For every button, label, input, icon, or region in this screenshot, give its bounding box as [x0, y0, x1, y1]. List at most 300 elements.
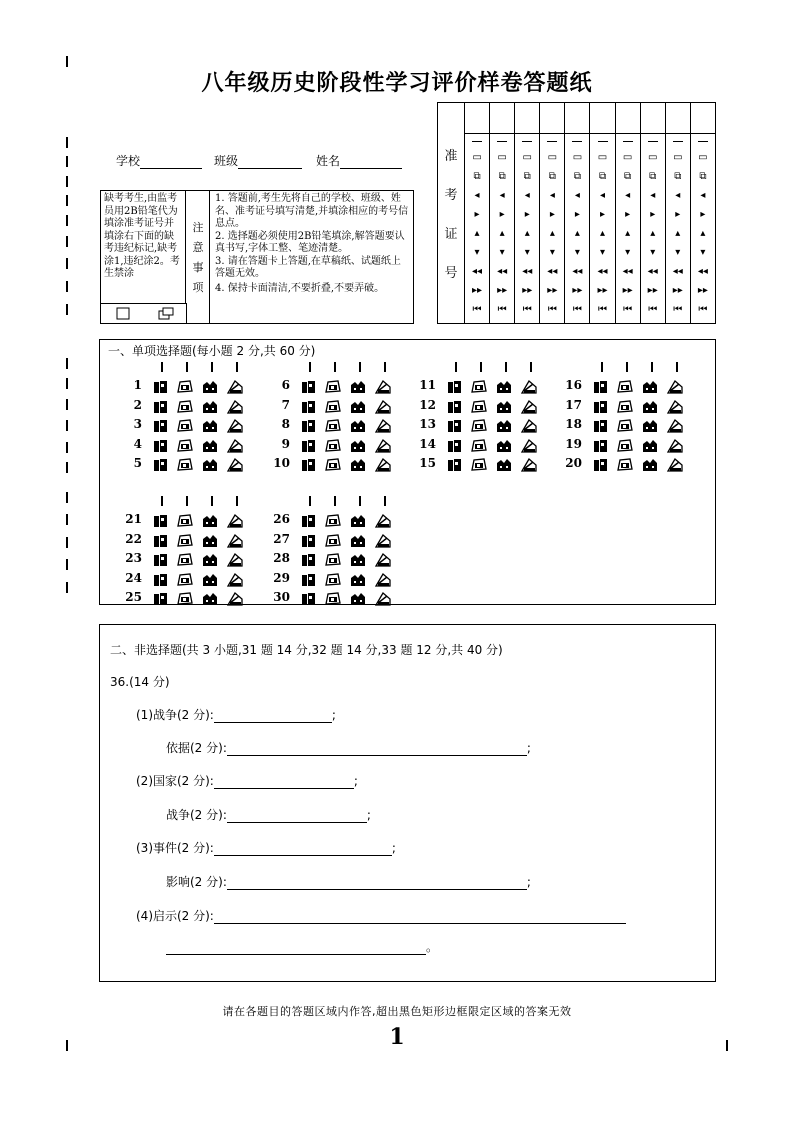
- margin-tick: [66, 358, 68, 369]
- answer-bubble-a[interactable]: [592, 457, 608, 472]
- answer-bubble-b[interactable]: [617, 399, 633, 414]
- answer-bubble-b[interactable]: [177, 399, 193, 414]
- exam-id-bubble[interactable]: ⏮: [547, 303, 557, 315]
- answer-bubble-d[interactable]: [227, 379, 243, 394]
- exam-id-bubble[interactable]: ⏮: [497, 303, 507, 315]
- answer-bubble-c[interactable]: [202, 438, 218, 453]
- answer-bubble-b[interactable]: [617, 379, 633, 394]
- answer-bubble-a[interactable]: [592, 379, 608, 394]
- class-blank[interactable]: [238, 154, 302, 169]
- answer-bubble-b[interactable]: [177, 533, 193, 548]
- answer-bubble-a[interactable]: [152, 513, 168, 528]
- answer-blank[interactable]: [227, 809, 367, 823]
- question-number: 28: [273, 551, 290, 565]
- exam-id-bubble[interactable]: ◂◂: [697, 265, 708, 277]
- margin-tick: [66, 514, 68, 525]
- answer-label: 依据(2 分):: [166, 741, 227, 755]
- answer-bubble-b[interactable]: [177, 418, 193, 433]
- answer-bubble-a[interactable]: [152, 379, 168, 394]
- answer-bubble-b[interactable]: [177, 591, 193, 606]
- answer-bubble-b[interactable]: [325, 379, 341, 394]
- answer-bubble-a[interactable]: [592, 418, 608, 433]
- question-number: 22: [125, 531, 142, 546]
- exam-id-bubble[interactable]: ▴: [650, 227, 656, 239]
- question-number: 3: [133, 417, 142, 431]
- exam-id-bubble[interactable]: ▾: [675, 246, 681, 258]
- answer-bubble-a[interactable]: [152, 418, 168, 433]
- exam-id-digit-box[interactable]: [616, 103, 640, 134]
- exam-id-bubble[interactable]: ▸: [574, 208, 580, 220]
- answer-bubble-a[interactable]: [592, 438, 608, 453]
- exam-id-bubble[interactable]: ▸▸: [647, 284, 658, 296]
- answer-bubble-a[interactable]: [152, 533, 168, 548]
- answer-column-tick: [211, 496, 213, 506]
- school-field[interactable]: [116, 152, 202, 169]
- exam-id-bubble[interactable]: ▭: [673, 151, 683, 163]
- exam-id-bubble[interactable]: ▾: [650, 246, 656, 258]
- answer-bubble-c[interactable]: [202, 379, 218, 394]
- exam-id-bubble[interactable]: ▴: [474, 227, 480, 239]
- exam-id-grid: [437, 102, 716, 324]
- question-number: 13: [419, 417, 436, 431]
- answer-bubble-c[interactable]: [350, 552, 366, 567]
- answer-bubble-a[interactable]: [446, 418, 462, 433]
- exam-id-bubble[interactable]: ⧉: [674, 170, 682, 182]
- exam-id-bubble[interactable]: ▸: [675, 208, 681, 220]
- exam-id-dash: [666, 134, 690, 148]
- answer-bubble-a[interactable]: [300, 591, 316, 606]
- answer-column-tick: [384, 496, 386, 506]
- exam-id-bubble[interactable]: ▸▸: [597, 284, 608, 296]
- exam-id-bubble[interactable]: ▸▸: [497, 284, 508, 296]
- exam-id-bubble[interactable]: ◂◂: [622, 265, 633, 277]
- exam-id-bubble[interactable]: ⏮: [598, 303, 608, 315]
- exam-id-bubble[interactable]: ▾: [524, 246, 530, 258]
- answer-bubble-c[interactable]: [642, 379, 658, 394]
- answer-bubble-d[interactable]: [375, 572, 391, 587]
- exam-id-bubble[interactable]: ◂: [700, 189, 706, 201]
- exam-id-bubble[interactable]: ▭: [472, 151, 482, 163]
- answer-bubble-b[interactable]: [325, 591, 341, 606]
- exam-id-bubble[interactable]: ◂◂: [647, 265, 658, 277]
- answer-bubble-a[interactable]: [300, 379, 316, 394]
- exam-id-bubble[interactable]: ⧉: [649, 170, 657, 182]
- answer-bubble-b[interactable]: [471, 379, 487, 394]
- exam-id-bubble[interactable]: ⧉: [523, 170, 531, 182]
- single-choice-section: [99, 339, 716, 605]
- answer-bubble-b[interactable]: [471, 457, 487, 472]
- answer-bubble-a[interactable]: [300, 399, 316, 414]
- answer-bubble-d[interactable]: [227, 457, 243, 472]
- answer-bubble-b[interactable]: [177, 457, 193, 472]
- exam-id-bubble[interactable]: ◂: [625, 189, 631, 201]
- answer-bubble-a[interactable]: [446, 438, 462, 453]
- answer-bubble-a[interactable]: [300, 438, 316, 453]
- answer-bubble-c[interactable]: [350, 418, 366, 433]
- answer-bubble-a[interactable]: [300, 457, 316, 472]
- exam-id-digit-box[interactable]: [490, 103, 514, 134]
- answer-column-tick: [384, 362, 386, 372]
- exam-id-bubble[interactable]: ▸▸: [572, 284, 583, 296]
- answer-bubble-c[interactable]: [350, 591, 366, 606]
- exam-id-bubble[interactable]: ⧉: [473, 170, 481, 182]
- answer-bubble-b[interactable]: [177, 513, 193, 528]
- exam-id-digit-box[interactable]: [515, 103, 539, 134]
- notice-item: 3. 请在答题卡上答题,在草稿纸、试题纸上答题无效。: [215, 255, 401, 279]
- answer-column-tick: [161, 362, 163, 372]
- footer-note: 请在各题目的答题区域内作答,超出黑色矩形边框限定区域的答案无效: [222, 1005, 572, 1018]
- exam-id-bubble[interactable]: ▾: [625, 246, 631, 258]
- answer-bubble-c[interactable]: [350, 457, 366, 472]
- answer-bubble-b[interactable]: [471, 399, 487, 414]
- answer-bubble-d[interactable]: [227, 572, 243, 587]
- margin-tick: [66, 215, 68, 226]
- exam-id-bubble[interactable]: ⧉: [573, 170, 581, 182]
- exam-id-dash: [565, 134, 589, 148]
- exam-id-bubble[interactable]: ⏮: [572, 303, 582, 315]
- exam-id-digit-box[interactable]: [666, 103, 690, 134]
- exam-id-bubble[interactable]: ▸▸: [472, 284, 483, 296]
- answer-column-tick: [161, 496, 163, 506]
- answer-bubble-c[interactable]: [350, 438, 366, 453]
- exam-id-bubble[interactable]: ▾: [499, 246, 505, 258]
- exam-id-bubble[interactable]: ⏮: [623, 303, 633, 315]
- answer-bubble-d[interactable]: [227, 552, 243, 567]
- question-number: 12: [419, 397, 436, 412]
- answer-bubble-a[interactable]: [446, 457, 462, 472]
- exam-id-bubble[interactable]: ▴: [700, 227, 706, 239]
- exam-id-bubble[interactable]: ⧉: [699, 170, 707, 182]
- exam-id-bubble[interactable]: ◂◂: [497, 265, 508, 277]
- exam-id-bubble[interactable]: ▾: [700, 246, 706, 258]
- exam-id-bubble[interactable]: ▴: [574, 227, 580, 239]
- answer-column-tick: [651, 362, 653, 372]
- answer-column-tick: [530, 362, 532, 372]
- question-number: 19: [565, 436, 582, 451]
- question-36-title: 36.(14 分): [110, 675, 170, 689]
- exam-id-bubble[interactable]: ▭: [522, 151, 532, 163]
- answer-bubble-d[interactable]: [375, 399, 391, 414]
- question-number: 21: [125, 512, 142, 526]
- exam-id-bubble[interactable]: ▾: [600, 246, 606, 258]
- exam-id-bubble[interactable]: ◂◂: [572, 265, 583, 277]
- school-blank[interactable]: [140, 154, 202, 169]
- punct: ;: [526, 875, 531, 889]
- answer-bubble-d[interactable]: [375, 438, 391, 453]
- exam-id-bubble[interactable]: ▸: [700, 208, 706, 220]
- answer-bubble-b[interactable]: [471, 438, 487, 453]
- exam-id-bubble[interactable]: ⏮: [698, 303, 708, 315]
- answer-bubble-c[interactable]: [350, 572, 366, 587]
- answer-bubble-d[interactable]: [227, 399, 243, 414]
- answer-bubble-d[interactable]: [375, 513, 391, 528]
- answer-bubble-d[interactable]: [521, 418, 537, 433]
- answer-bubble-c[interactable]: [496, 457, 512, 472]
- answer-bubble-c[interactable]: [350, 513, 366, 528]
- exam-id-bubble[interactable]: ▸: [524, 208, 530, 220]
- answer-bubble-d[interactable]: [227, 533, 243, 548]
- answer-bubble-a[interactable]: [300, 572, 316, 587]
- exam-id-column: [515, 103, 540, 323]
- question-number: 24: [125, 570, 142, 585]
- answer-bubble-d[interactable]: [521, 379, 537, 394]
- page-title: 八年级历史阶段性学习评价样卷答题纸: [201, 71, 593, 96]
- exam-id-bubble[interactable]: ⏮: [648, 303, 658, 315]
- question-number: 14: [419, 436, 436, 451]
- answer-bubble-d[interactable]: [227, 513, 243, 528]
- notice-items: [213, 191, 411, 297]
- answer-bubble-c[interactable]: [202, 513, 218, 528]
- exam-id-bubble[interactable]: ▴: [549, 227, 555, 239]
- exam-id-bubble[interactable]: ▾: [574, 246, 580, 258]
- notice-item: 1. 答题前,考生先将自己的学校、班级、姓名、准考证号填写清楚,并填涂相应的考号信息点。: [215, 193, 409, 229]
- exam-id-bubble[interactable]: ⏮: [522, 303, 532, 315]
- exam-id-bubble[interactable]: ▴: [524, 227, 530, 239]
- exam-id-bubble[interactable]: ◂: [574, 189, 580, 201]
- exam-id-bubble[interactable]: ▸: [600, 208, 606, 220]
- punct: ;: [366, 808, 371, 822]
- punct: ;: [526, 741, 531, 755]
- exam-id-bubble[interactable]: ⧉: [548, 170, 556, 182]
- question-number: 29: [273, 570, 290, 585]
- name-field[interactable]: [316, 152, 402, 169]
- answer-bubble-a[interactable]: [152, 552, 168, 567]
- answer-blank[interactable]: [166, 941, 426, 955]
- answer-blank[interactable]: [227, 876, 527, 890]
- answer-bubble-b[interactable]: [325, 457, 341, 472]
- question-number: 4: [133, 436, 142, 451]
- answer-bubble-c[interactable]: [350, 533, 366, 548]
- answer-bubble-a[interactable]: [152, 591, 168, 606]
- answer-blank[interactable]: [214, 775, 354, 789]
- exam-id-column: [691, 103, 715, 323]
- answer-bubble-d[interactable]: [375, 533, 391, 548]
- answer-blank[interactable]: [214, 709, 332, 723]
- answer-bubble-c[interactable]: [202, 572, 218, 587]
- answer-bubble-d[interactable]: [375, 552, 391, 567]
- answer-bubble-d[interactable]: [667, 418, 683, 433]
- answer-bubble-c[interactable]: [496, 418, 512, 433]
- answer-bubble-a[interactable]: [152, 399, 168, 414]
- punct: ;: [331, 708, 336, 722]
- answer-bubble-a[interactable]: [300, 513, 316, 528]
- name-label: 姓名: [316, 154, 341, 168]
- answer-bubble-c[interactable]: [202, 399, 218, 414]
- answer-column-tick: [309, 362, 311, 372]
- single-choice-heading: 一、单项选择题(每小题 2 分,共 60 分): [108, 344, 316, 358]
- answer-bubble-d[interactable]: [375, 418, 391, 433]
- exam-id-bubble[interactable]: ▭: [622, 151, 633, 163]
- exam-id-bubble[interactable]: ▸▸: [622, 284, 633, 296]
- margin-tick: [66, 399, 68, 410]
- answer-bubble-b[interactable]: [325, 399, 341, 414]
- margin-tick: [66, 462, 68, 473]
- exam-id-digit-box[interactable]: [465, 103, 489, 134]
- answer-bubble-c[interactable]: [642, 438, 658, 453]
- answer-bubble-b[interactable]: [617, 418, 633, 433]
- answer-bubble-d[interactable]: [227, 438, 243, 453]
- answer-bubble-c[interactable]: [202, 457, 218, 472]
- answer-bubble-d[interactable]: [227, 591, 243, 606]
- answer-bubble-c[interactable]: [202, 418, 218, 433]
- answer-bubble-a[interactable]: [152, 457, 168, 472]
- answer-bubble-b[interactable]: [325, 572, 341, 587]
- exam-id-column: [641, 103, 666, 323]
- exam-id-bubble[interactable]: ▸▸: [697, 284, 708, 296]
- exam-id-bubble[interactable]: ◂◂: [672, 265, 683, 277]
- answer-bubble-a[interactable]: [300, 418, 316, 433]
- answer-bubble-d[interactable]: [375, 591, 391, 606]
- notice-item: 4. 保持卡面清洁,不要折叠,不要弄破。: [215, 282, 385, 294]
- exam-id-bubble[interactable]: ▭: [547, 151, 558, 163]
- exam-id-bubble[interactable]: ▸: [474, 208, 480, 220]
- answer-bubble-d[interactable]: [667, 379, 683, 394]
- exam-id-bubble[interactable]: ▸: [549, 208, 555, 220]
- exam-id-bubble[interactable]: ▾: [474, 246, 480, 258]
- answer-bubble-a[interactable]: [152, 572, 168, 587]
- answer-bubble-c[interactable]: [642, 457, 658, 472]
- exam-id-digit-box[interactable]: [565, 103, 589, 134]
- answer-bubble-d[interactable]: [227, 418, 243, 433]
- answer-blank[interactable]: [214, 910, 626, 924]
- exam-id-bubble[interactable]: ◂: [549, 189, 555, 201]
- exam-id-bubble[interactable]: ▴: [625, 227, 631, 239]
- exam-id-bubble[interactable]: ▭: [572, 151, 583, 163]
- exam-id-bubble[interactable]: ◂◂: [472, 265, 483, 277]
- answer-bubble-a[interactable]: [446, 399, 462, 414]
- answer-bubble-a[interactable]: [300, 533, 316, 548]
- exam-id-bubble[interactable]: ▴: [600, 227, 606, 239]
- answer-blank[interactable]: [214, 842, 392, 856]
- exam-id-bubble[interactable]: ◂◂: [597, 265, 608, 277]
- answer-bubble-c[interactable]: [496, 438, 512, 453]
- exam-id-bubble[interactable]: ◂◂: [522, 265, 533, 277]
- exam-id-bubble[interactable]: ◂: [675, 189, 681, 201]
- answer-bubble-d[interactable]: [667, 438, 683, 453]
- answer-bubble-b[interactable]: [177, 379, 193, 394]
- answer-bubble-c[interactable]: [642, 399, 658, 414]
- answer-bubble-b[interactable]: [177, 572, 193, 587]
- answer-column-tick: [211, 362, 213, 372]
- absent-marks: [101, 303, 187, 324]
- answer-bubble-c[interactable]: [202, 591, 218, 606]
- exam-id-bubble[interactable]: ◂◂: [547, 265, 558, 277]
- notice-heading-char: 意: [192, 241, 204, 254]
- exam-id-digit-box[interactable]: [590, 103, 614, 134]
- answer-bubble-c[interactable]: [496, 379, 512, 394]
- notice-item: 2. 选择题必须使用2B铅笔填涂,解答题要认真书写,字体工整、笔迹清楚。: [215, 230, 405, 254]
- exam-id-digit-box[interactable]: [641, 103, 665, 134]
- answer-bubble-b[interactable]: [325, 513, 341, 528]
- answer-bubble-d[interactable]: [521, 399, 537, 414]
- notice-heading-char: 注: [192, 221, 204, 234]
- answer-column-tick: [626, 362, 628, 372]
- question-number: 5: [133, 456, 142, 470]
- question-number: 9: [281, 436, 290, 451]
- answer-bubble-d[interactable]: [375, 379, 391, 394]
- exam-id-dash: [590, 134, 614, 148]
- exam-id-label-char: 考: [444, 188, 458, 203]
- exam-id-bubble[interactable]: ▸▸: [672, 284, 683, 296]
- exam-id-bubble[interactable]: ▭: [698, 151, 708, 163]
- answer-bubble-b[interactable]: [177, 552, 193, 567]
- answer-bubble-d[interactable]: [521, 438, 537, 453]
- exam-id-bubble[interactable]: ⧉: [598, 170, 607, 182]
- class-field[interactable]: [214, 152, 302, 169]
- answer-bubble-a[interactable]: [446, 379, 462, 394]
- answer-bubble-c[interactable]: [642, 418, 658, 433]
- answer-bubble-a[interactable]: [152, 438, 168, 453]
- exam-id-bubble[interactable]: ▾: [549, 246, 555, 258]
- answer-bubble-d[interactable]: [375, 457, 391, 472]
- exam-id-bubble[interactable]: ⏮: [472, 303, 482, 315]
- exam-id-bubble[interactable]: ⧉: [498, 170, 506, 182]
- answer-column-tick: [186, 496, 188, 506]
- answer-bubble-d[interactable]: [667, 457, 683, 472]
- exam-id-bubble[interactable]: ◂: [524, 189, 530, 201]
- answer-bubble-c[interactable]: [350, 399, 366, 414]
- answer-bubble-b[interactable]: [617, 457, 633, 472]
- exam-id-bubble[interactable]: ▭: [497, 151, 507, 163]
- name-blank[interactable]: [340, 154, 402, 169]
- answer-column-tick: [505, 362, 507, 372]
- exam-id-bubble[interactable]: ◂: [474, 189, 480, 201]
- exam-id-digit-box[interactable]: [691, 103, 715, 134]
- answer-bubble-c[interactable]: [202, 533, 218, 548]
- exam-id-bubble[interactable]: ▸: [499, 208, 505, 220]
- exam-id-bubble[interactable]: ◂: [600, 189, 606, 201]
- exam-id-bubble[interactable]: ▸: [650, 208, 656, 220]
- answer-bubble-b[interactable]: [325, 533, 341, 548]
- exam-id-digit-box[interactable]: [540, 103, 564, 134]
- question-number: 16: [565, 378, 582, 392]
- answer-bubble-b[interactable]: [325, 552, 341, 567]
- exam-id-label-char: 号: [444, 266, 458, 281]
- answer-blank[interactable]: [227, 742, 527, 756]
- answer-label: (2)国家(2 分):: [136, 774, 214, 788]
- exam-id-bubble[interactable]: ▸▸: [547, 284, 558, 296]
- exam-id-bubble[interactable]: ▴: [499, 227, 505, 239]
- question-number: 17: [565, 397, 582, 412]
- answer-bubble-c[interactable]: [350, 379, 366, 394]
- answer-bubble-b[interactable]: [471, 418, 487, 433]
- exam-id-bubble[interactable]: ▸: [625, 208, 631, 220]
- absent-mark-icons[interactable]: [101, 304, 186, 324]
- exam-id-bubble[interactable]: ◂: [650, 189, 656, 201]
- exam-id-bubble[interactable]: ◂: [499, 189, 505, 201]
- answer-bubble-b[interactable]: [325, 438, 341, 453]
- answer-bubble-b[interactable]: [177, 438, 193, 453]
- exam-id-bubble[interactable]: ▴: [675, 227, 681, 239]
- exam-id-bubble[interactable]: ⧉: [624, 170, 632, 182]
- answer-bubble-d[interactable]: [521, 457, 537, 472]
- answer-bubble-a[interactable]: [592, 399, 608, 414]
- answer-bubble-a[interactable]: [300, 552, 316, 567]
- exam-id-bubble[interactable]: ▭: [647, 151, 658, 163]
- exam-id-bubble[interactable]: ▸▸: [522, 284, 533, 296]
- answer-bubble-c[interactable]: [496, 399, 512, 414]
- exam-id-bubble[interactable]: ⏮: [673, 303, 683, 315]
- exam-id-dash: [540, 134, 564, 148]
- answer-bubble-b[interactable]: [325, 418, 341, 433]
- exam-id-bubble[interactable]: ▭: [597, 151, 608, 163]
- answer-column-tick: [236, 362, 238, 372]
- answer-bubble-c[interactable]: [202, 552, 218, 567]
- answer-bubble-d[interactable]: [667, 399, 683, 414]
- answer-bubble-b[interactable]: [617, 438, 633, 453]
- non-choice-section: [99, 624, 716, 982]
- answer-column-tick: [480, 362, 482, 372]
